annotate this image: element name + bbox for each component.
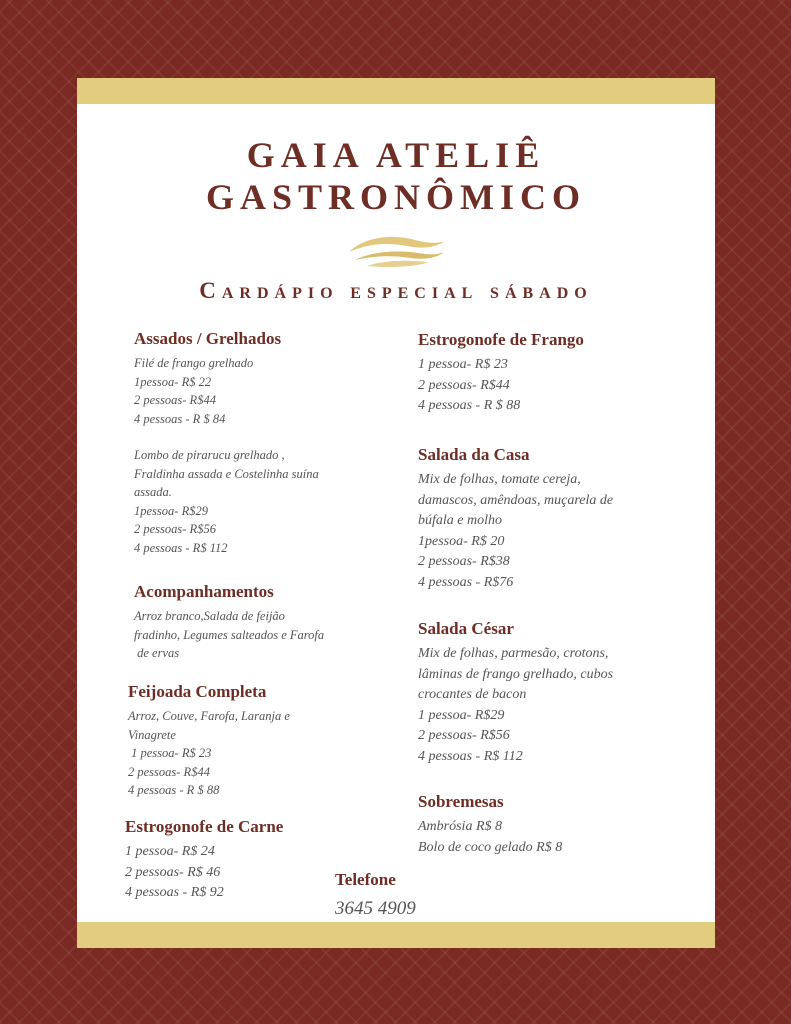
menu-line: Ambrósia R$ 8: [418, 819, 502, 834]
menu-line: 4 pessoas - R $ 88: [128, 783, 220, 797]
menu-card: [77, 78, 715, 948]
menu-line: 1pessoa- R$ 22: [134, 374, 212, 389]
menu-line: 1 pessoa- R$29: [418, 707, 505, 723]
phone-number: 3645 4909: [335, 898, 416, 919]
menu-line: 1pessoa- R$29: [134, 503, 208, 518]
menu-line: 1 pessoa- R$ 23: [128, 746, 212, 760]
menu-line: Arroz branco,Salada de feijão: [134, 609, 285, 623]
menu-line: 2 pessoas- R$44: [134, 393, 216, 407]
menu-line: 1 pessoa- R$ 23: [418, 357, 508, 372]
menu-line: Mix de folhas, tomate cereja,: [418, 472, 581, 487]
menu-line: 2 pessoas- R$56: [134, 522, 216, 536]
menu-line: crocantes de bacon: [418, 687, 527, 702]
menu-line: Mix de folhas, parmesão, crotons,: [418, 646, 609, 661]
section-title: Sobremesas: [418, 792, 504, 811]
section-estrogonofe-frango: [418, 329, 688, 417]
section-sobremesas: [418, 791, 688, 858]
section-title: Salada César: [418, 619, 514, 638]
menu-line: Filé de frango grelhado: [134, 356, 254, 370]
menu-line: Lombo de pirarucu grelhado ,: [134, 448, 285, 462]
menu-line: 1 pessoa- R$ 24: [125, 844, 215, 859]
menu-line: 2 pessoas- R$44: [128, 764, 210, 779]
menu-line: Bolo de coco gelado R$ 8: [418, 839, 563, 855]
section-title: Assados / Grelhados: [134, 329, 282, 348]
section-salada-casa: [418, 444, 688, 593]
menu-line: 4 pessoas - R$ 112: [134, 540, 228, 555]
section-feijoada: [128, 681, 398, 800]
restaurant-title-line1: GAIA ATELIÊ: [246, 135, 546, 175]
phone-label: Telefone: [335, 870, 396, 889]
top-band: [77, 78, 715, 104]
section-title: Salada da Casa: [418, 445, 530, 464]
section-estrogonofe-carne: [125, 816, 395, 904]
menu-subtitle: Cardápio especial sábado: [199, 278, 593, 303]
menu-line: búfala e molho: [418, 513, 502, 528]
menu-line: 2 pessoas- R$44: [418, 377, 510, 393]
menu-line: 1pessoa- R$ 20: [418, 533, 505, 549]
menu-line: Vinagrete: [128, 727, 176, 742]
menu-line: 4 pessoas - R $ 84: [134, 411, 226, 426]
section-salada-cesar: [418, 618, 688, 767]
menu-line: 4 pessoas - R$ 92: [125, 885, 224, 900]
menu-line: de ervas: [134, 646, 180, 660]
section-title: Estrogonofe de Carne: [125, 817, 284, 836]
flourish-ornament-icon: [345, 232, 447, 268]
menu-line: 4 pessoas - R$76: [418, 574, 514, 590]
section-title: Feijoada Completa: [128, 682, 267, 701]
menu-line: Fraldinha assada e Costelinha suína: [134, 466, 319, 481]
menu-line: 2 pessoas- R$38: [418, 554, 510, 569]
menu-line: 2 pessoas- R$56: [418, 728, 510, 743]
menu-line: lâminas de frango grelhado, cubos: [418, 666, 614, 682]
menu-line: fradinho, Legumes salteados e Farofa: [134, 627, 325, 642]
section-acompanhamentos: [134, 581, 404, 663]
section-title: Estrogonofe de Frango: [418, 330, 584, 349]
menu-line: assada.: [134, 485, 172, 499]
menu-line: Arroz, Couve, Farofa, Laranja e: [128, 709, 290, 723]
menu-line: damascos, amêndoas, muçarela de: [418, 492, 614, 508]
menu-line: 4 pessoas - R $ 88: [418, 398, 521, 413]
section-assados: [134, 328, 404, 557]
restaurant-title-line2: GASTRONÔMICO: [205, 177, 587, 217]
bottom-band: [77, 922, 715, 948]
menu-line: 4 pessoas - R$ 112: [418, 748, 523, 764]
section-title: Acompanhamentos: [134, 582, 274, 601]
menu-line: 2 pessoas- R$ 46: [125, 864, 221, 880]
